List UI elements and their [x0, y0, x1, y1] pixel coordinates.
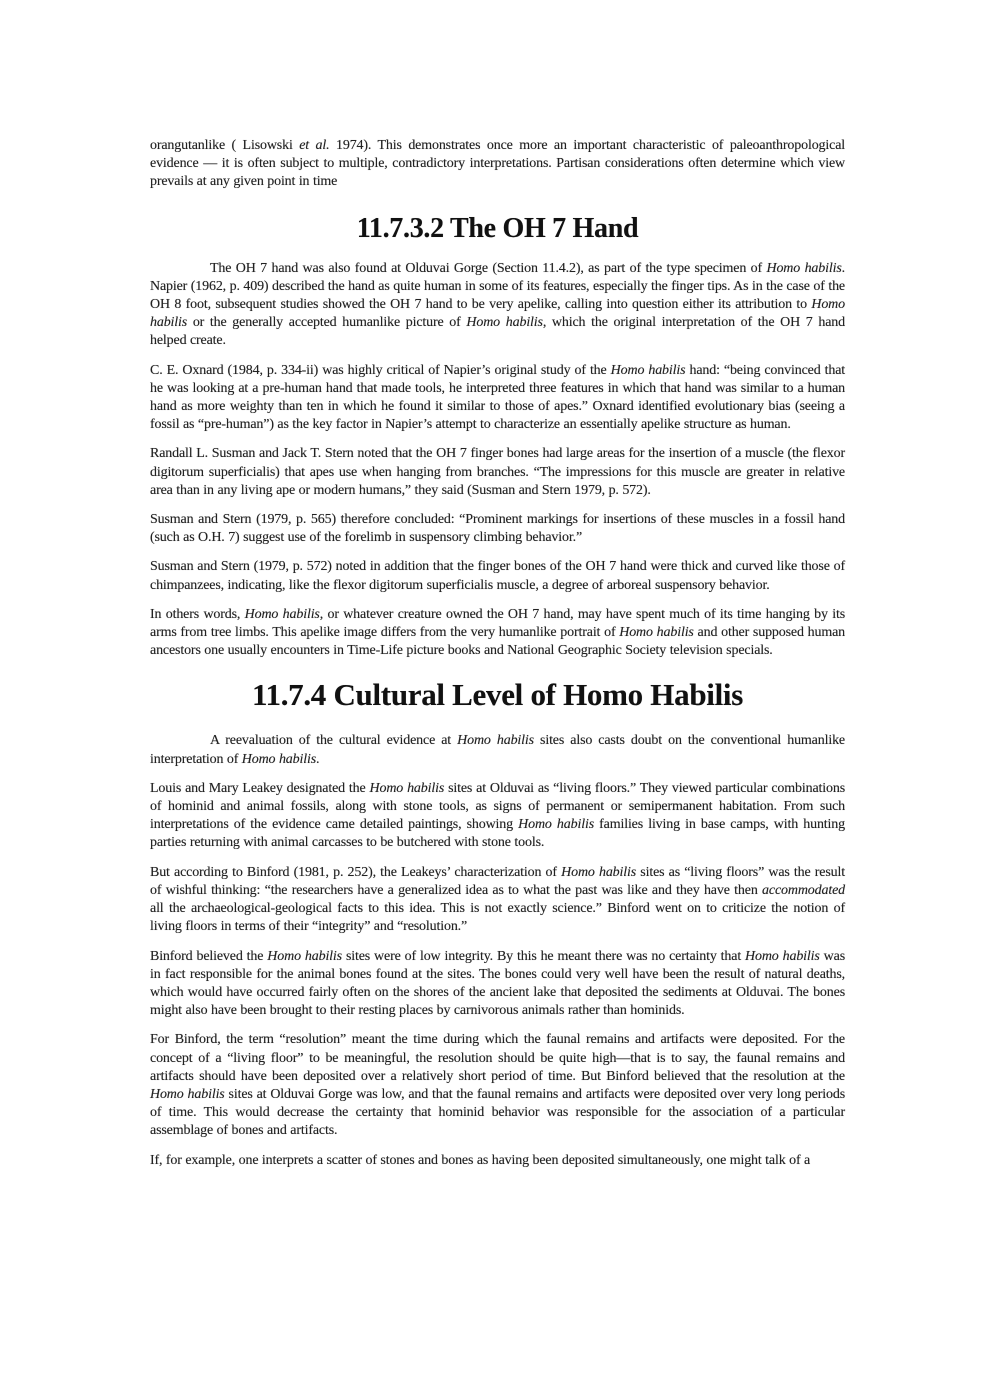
paragraph: Randall L. Susman and Jack T. Stern noted that the OH 7 finger bones had large areas for the insertion of a muscle (the flexor digitorum superficialis) that apes use when hanging from branches. “The impressions for this muscle are greater in relative area than in any living ape or modern humans,” they said (Susman and Stern 1979, p. 572).: [150, 446, 845, 498]
paragraph: Susman and Stern (1979, p. 565) therefore concluded: “Prominent markings for insertions of these muscles in a fossil hand (such as O.H. 7) suggest use of the forelimb in suspensory climbing behavior.”: [150, 512, 845, 546]
paragraph: C. E. Oxnard (1984, p. 334-ii) was highly critical of Napier’s original study of the Homo habilis hand: “being convinced that he was looking at a pre-human hand that made tools, he interpreted three features in which that hand was similar to a human hand as more weighty than ten in which he found it similar to those of apes.” Oxnard identified evolutionary bias (seeing a fossil as “pre-human”) as the key factor in Napier’s attempt to characterize an essentially apelike structure as human.: [150, 362, 845, 433]
paragraph: Louis and Mary Leakey designated the Homo habilis sites at Olduvai as “living floors.” They viewed particular combinations of hominid and animal fossils, along with stone tools, as signs of permanent or semipermanent habitation. From such interpretations of the evidence came detailed paintings, showing Homo habilis families living in base camps, with hunting parties returning with animal carcasses to be butchered with stone tools.: [150, 780, 845, 851]
italic-phrase: Homo habilis: [241, 751, 317, 767]
italic-phrase: Homo habilis: [267, 948, 342, 964]
italic-phrase: Homo habilis: [150, 297, 845, 331]
italic-phrase: Homo habilis: [745, 948, 820, 964]
italic-phrase: Homo habilis: [457, 733, 534, 749]
document-body: [150, 137, 845, 1181]
paragraph: A reevaluation of the cultural evidence at Homo habilis sites also casts doubt on the conventional humanlike interpretation of Homo habilis.: [150, 733, 845, 767]
italic-phrase: Homo habilis: [610, 362, 686, 378]
italic-phrase: accommodated: [762, 882, 845, 898]
italic-phrase: et al.: [299, 138, 330, 153]
italic-phrase: Homo habilis: [244, 606, 320, 622]
italic-phrase: Homo habilis: [766, 260, 842, 276]
paragraph: If, for example, one interprets a scatter of stones and bones as having been deposited simultaneously, one might talk of a: [150, 1152, 811, 1168]
italic-phrase: Homo habilis: [369, 780, 445, 796]
paragraph: The OH 7 hand was also found at Olduvai Gorge (Section 11.4.2), as part of the type specimen of Homo habilis. Napier (1962, p. 409) described the hand as quite human in some of its features, especially the finger tips. As in the case of the OH 8 foot, subsequent studies showed the OH 7 hand to be very apelike, calling into question either its attribution to Homo habilis or the generally accepted humanlike picture of Homo habilis, which the original interpretation of the OH 7 hand helped create.: [150, 260, 845, 349]
italic-phrase: Homo habilis: [466, 315, 543, 331]
paragraph: Susman and Stern (1979, p. 572) noted in addition that the finger bones of the OH 7 hand were thick and curved like those of chimpanzees, indicating, like the flexor digitorum superficialis muscle, a degree of arboreal suspensory behavior.: [150, 559, 845, 593]
paragraph: In others words, Homo habilis, or whatever creature owned the OH 7 hand, may have spent much of its time hanging by its arms from tree limbs. This apelike image differs from the very humanlike portrait of Homo habilis and other supposed human ancestors one usually encounters in Time-Life picture books and National Geographic Society television specials.: [150, 606, 845, 659]
italic-phrase: Homo habilis: [518, 817, 594, 833]
italic-phrase: Homo habilis: [150, 1086, 225, 1102]
paragraph: For Binford, the term “resolution” meant the time during which the faunal remains and artifacts were deposited. For the concept of a “living floor” to be meaningful, the resolution should be quite high—that is to say, the faunal remains and artifacts should have been deposited over a relatively short period of time. But Binford believed that the resolution at the Homo habilis sites at Olduvai Gorge was low, and that the faunal remains and artifacts were deposited over very long periods of time. This would decrease the certainty that hominid behavior was responsible for the association of a particular assemblage of bones and artifacts.: [150, 1032, 845, 1139]
italic-phrase: Homo habilis: [619, 625, 694, 641]
section-heading: 11.7.3.2 The OH 7 Hand: [356, 212, 639, 244]
paragraph: Binford believed the Homo habilis sites were of low integrity. By this he meant there was no certainty that Homo habilis was in fact responsible for the animal bones found at the sites. The bones could very well have been the result of natural deaths, which would have occurred fairly often on the shores of the ancient lake that deposited the sediments at Olduvai. The bones might also have been brought to their resting places by carnivorous animals rather than hominids.: [150, 948, 845, 1019]
section-heading: 11.7.4 Cultural Level of Homo Habilis: [252, 677, 743, 713]
italic-phrase: Homo habilis: [561, 864, 637, 880]
paragraph: But according to Binford (1981, p. 252), the Leakeys’ characterization of Homo habilis sites as “living floors” was the result of wishful thinking: “the researchers have a generalized idea as to what the past was like and they have then accommodated all the archaeological-geological facts to this idea. This is not exactly science.” Binford went on to criticize the notion of living floors in terms of their “integrity” and “resolution.”: [150, 864, 845, 935]
paragraph: orangutanlike ( Lisowski et al. 1974). This demonstrates once more an important characteristic of paleoanthropological evidence — it is often subject to multiple, contradictory interpretations. Partisan considerations often determine which view prevails at any given point in time: [150, 138, 846, 190]
